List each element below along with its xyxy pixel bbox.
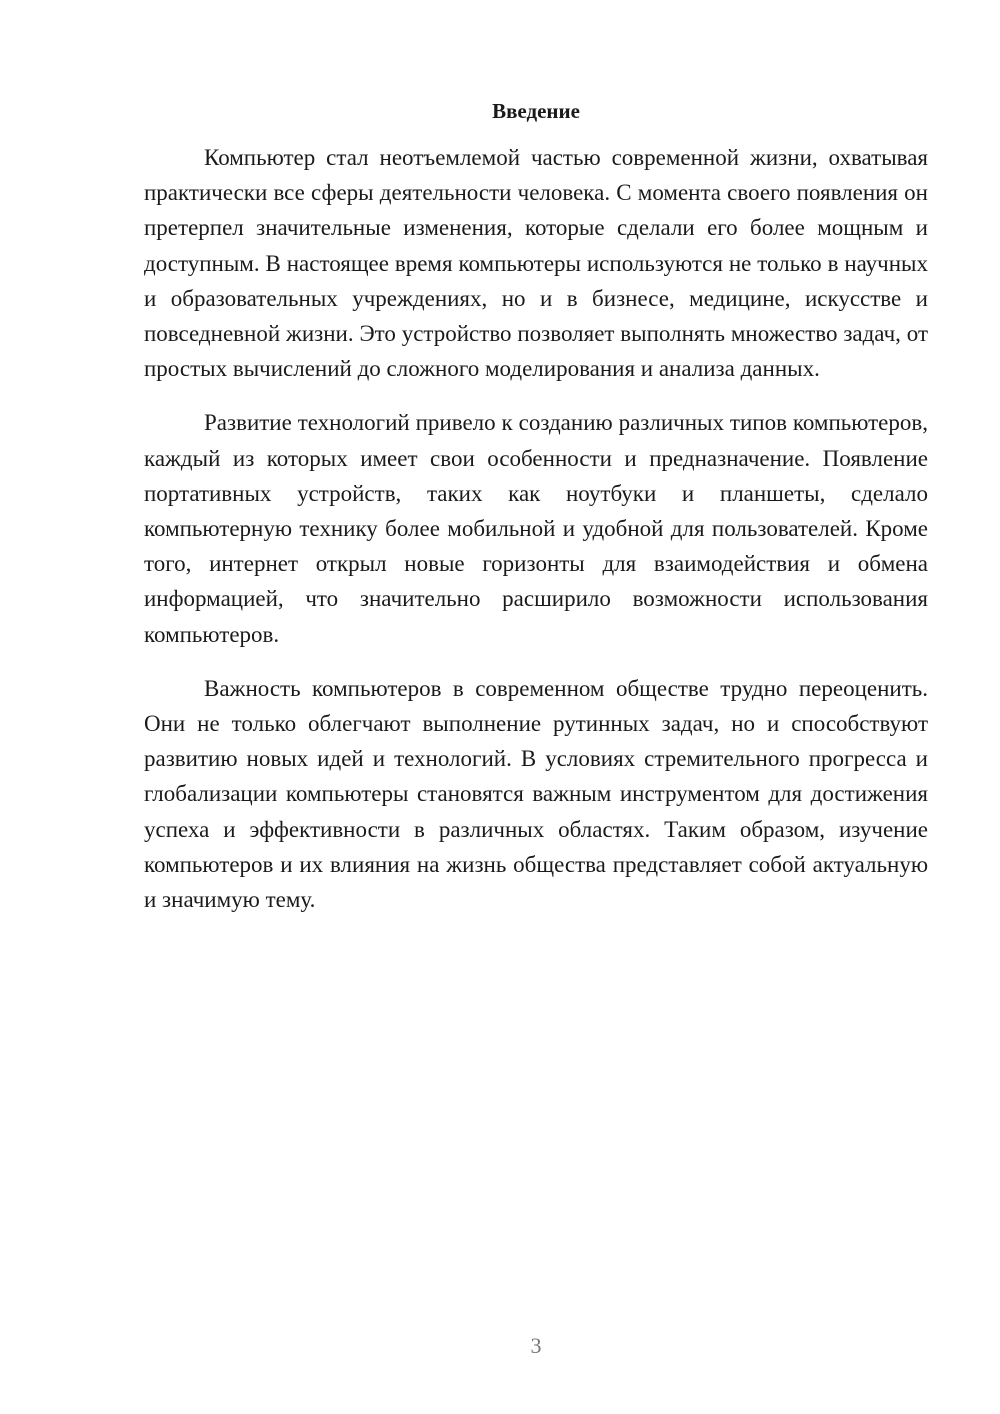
paragraph-1: Компьютер стал неотъемлемой частью современной жизни, охватывая практически все сферы деятельности человека. С момента своего появления он претерпел значительные изменения, которые сделали его более мощным и доступным. В настоящее время компьютеры используются не только в научных и образовательных учреждениях, но и в бизнесе, медицине, искусстве и повседневной жизни. Это устройство позволяет выполнять множество задач, от простых вычислений до сложного моделирования и анализа данных. (144, 145, 928, 382)
page-content (144, 96, 928, 917)
page-number: 3 (530, 1333, 542, 1358)
paragraph-3: Важность компьютеров в современном обществе трудно переоценить. Они не только облегчают выполнение рутинных задач, но и способствуют развитию новых идей и технологий. В условиях стремительного прогресса и глобализации компьютеры становятся важным инструментом для достижения успеха и эффективности в различных областях. Таким образом, изучение компьютеров и их влияния на жизнь общества представляет собой актуальную и значимую тему. (144, 675, 928, 913)
section-heading: Введение (492, 99, 580, 123)
paragraph-2: Развитие технологий привело к созданию различных типов компьютеров, каждый из которых имеет свои особенности и предназначение. Появление портативных устройств, таких как ноутбуки и планшеты, сделало компьютерную технику более мобильной и удобной для пользователей. Кроме того, интернет открыл новые горизонты для взаимодействия и обмена информацией, что значительно расширило возможности использования компьютеров. (144, 410, 928, 647)
